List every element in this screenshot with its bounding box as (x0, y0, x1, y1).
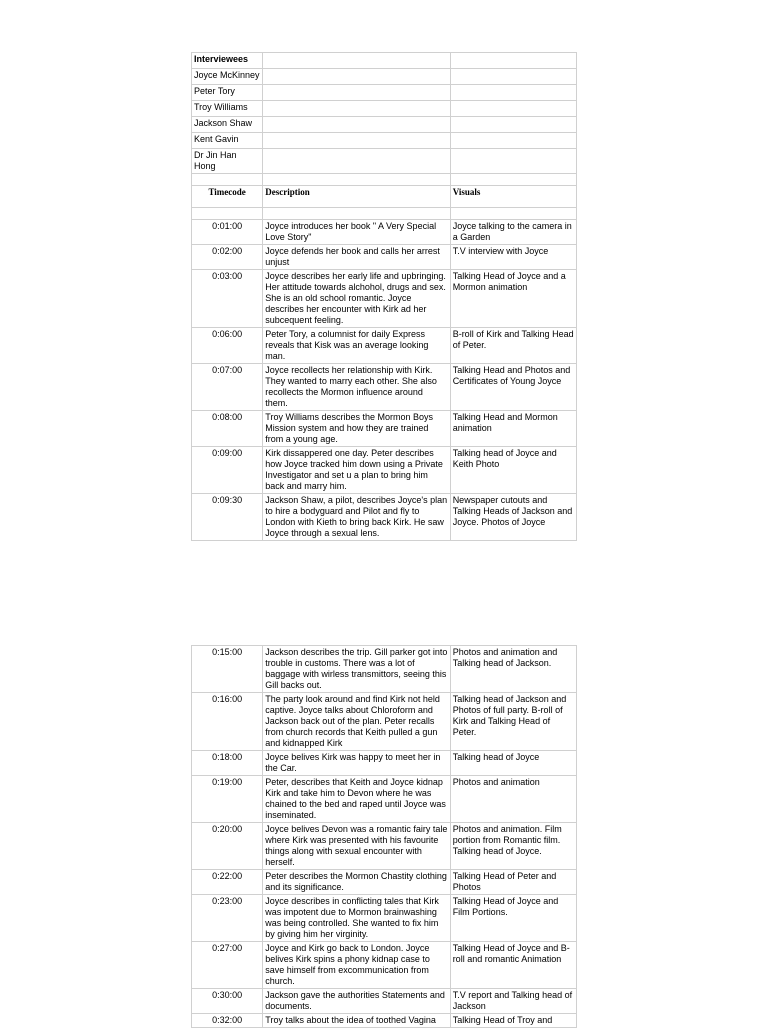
interviewees-heading-row (192, 53, 577, 69)
scene-row (192, 447, 577, 494)
empty-cell (450, 149, 576, 174)
description-cell: Joyce belives Kirk was happy to meet her in the Car. (263, 751, 450, 776)
timecode-header: Timecode (192, 186, 263, 208)
timecode-cell: 0:06:00 (192, 328, 263, 364)
scene-row (192, 245, 577, 270)
description-cell: The party look around and find Kirk not held captive. Joyce talks about Chloroform and Jackson back out of the plan. Peter recalls from church records that Keith pulled a gun and kidnapped Kirk (263, 693, 450, 751)
description-cell: Joyce belives Devon was a romantic fairy tale where Kirk was presented with his favourite things along with sexual encounter with herself. (263, 823, 450, 870)
empty-cell (450, 85, 576, 101)
empty-cell (192, 208, 263, 220)
visuals-cell: Talking head of Joyce (450, 751, 576, 776)
description-cell: Jackson gave the authorities Statements and documents. (263, 989, 450, 1014)
scene-row (192, 693, 577, 751)
timecode-cell: 0:16:00 (192, 693, 263, 751)
interviewee-row (192, 69, 577, 85)
timecode-cell: 0:22:00 (192, 870, 263, 895)
scene-row (192, 270, 577, 328)
visuals-cell: Talking head of Joyce and Keith Photo (450, 447, 576, 494)
description-cell: Peter describes the Mormon Chastity clothing and its significance. (263, 870, 450, 895)
visuals-cell: Joyce talking to the camera in a Garden (450, 220, 576, 245)
timecode-cell: 0:27:00 (192, 942, 263, 989)
empty-cell (263, 85, 450, 101)
interviewee-row (192, 149, 577, 174)
scene-row (192, 989, 577, 1014)
scene-row (192, 870, 577, 895)
scene-row (192, 1014, 577, 1028)
interviewee-name: Peter Tory (192, 85, 263, 101)
visuals-cell: Talking Head of Troy and (450, 1014, 576, 1028)
visuals-cell: Talking Head of Joyce and a Mormon animation (450, 270, 576, 328)
empty-cell (263, 53, 450, 69)
scene-row (192, 776, 577, 823)
script-table-page-1 (191, 52, 577, 541)
visuals-cell: T.V report and Talking head of Jackson (450, 989, 576, 1014)
scene-row (192, 364, 577, 411)
timecode-cell: 0:09:30 (192, 494, 263, 541)
description-cell: Joyce recollects her relationship with Kirk. They wanted to marry each other. She also recollects the Mormon influence around them. (263, 364, 450, 411)
interviewees-heading: Interviewees (192, 53, 263, 69)
timecode-cell: 0:23:00 (192, 895, 263, 942)
visuals-cell: Photos and animation and Talking head of Jackson. (450, 646, 576, 693)
interviewee-name: Troy Williams (192, 101, 263, 117)
timecode-cell: 0:03:00 (192, 270, 263, 328)
interviewee-row (192, 133, 577, 149)
visuals-cell: Photos and animation (450, 776, 576, 823)
description-cell: Peter Tory, a columnist for daily Express reveals that Kisk was an average looking man. (263, 328, 450, 364)
script-table-page-2 (191, 645, 577, 1028)
empty-cell (263, 101, 450, 117)
interviewee-name: Kent Gavin (192, 133, 263, 149)
empty-cell (263, 133, 450, 149)
description-cell: Peter, describes that Keith and Joyce kidnap Kirk and take him to Devon where he was chained to the bed and raped until Joyce was inseminated. (263, 776, 450, 823)
scene-row (192, 328, 577, 364)
interviewee-name: Jackson Shaw (192, 117, 263, 133)
empty-cell (450, 174, 576, 186)
description-cell: Joyce describes her early life and upbringing. Her attitude towards alchohol, drugs and sex. She is an old school romantic. Joyce describes her encounter with Kirk ad her subcequent feeling. (263, 270, 450, 328)
empty-cell (263, 69, 450, 85)
scene-row (192, 942, 577, 989)
spacer-row (192, 174, 577, 186)
visuals-cell: Talking Head of Peter and Photos (450, 870, 576, 895)
interviewee-name: Dr Jin Han Hong (192, 149, 263, 174)
empty-cell (450, 53, 576, 69)
spacer-row (192, 208, 577, 220)
timecode-cell: 0:07:00 (192, 364, 263, 411)
timecode-cell: 0:30:00 (192, 989, 263, 1014)
timecode-cell: 0:02:00 (192, 245, 263, 270)
empty-cell (450, 208, 576, 220)
interviewee-row (192, 85, 577, 101)
empty-cell (263, 149, 450, 174)
scene-row (192, 646, 577, 693)
scene-row (192, 494, 577, 541)
timecode-cell: 0:19:00 (192, 776, 263, 823)
visuals-header: Visuals (450, 186, 576, 208)
visuals-cell: T.V interview with Joyce (450, 245, 576, 270)
visuals-cell: Talking Head and Mormon animation (450, 411, 576, 447)
scene-row (192, 411, 577, 447)
interviewee-name: Joyce McKinney (192, 69, 263, 85)
timecode-cell: 0:15:00 (192, 646, 263, 693)
timecode-cell: 0:08:00 (192, 411, 263, 447)
scene-row (192, 220, 577, 245)
timecode-cell: 0:20:00 (192, 823, 263, 870)
description-cell: Troy Williams describes the Mormon Boys Mission system and how they are trained from a young age. (263, 411, 450, 447)
scene-row (192, 895, 577, 942)
description-cell: Jackson Shaw, a pilot, describes Joyce's plan to hire a bodyguard and Pilot and fly to London with Kieth to bring back Kirk. He saw Joyce through a sexual lens. (263, 494, 450, 541)
description-cell: Joyce describes in conflicting tales that Kirk was impotent due to Mormon brainwashing was being controlled. She wanted to fix him by giving him her virginity. (263, 895, 450, 942)
description-header: Description (263, 186, 450, 208)
timecode-cell: 0:18:00 (192, 751, 263, 776)
visuals-cell: Talking head of Jackson and Photos of full party. B-roll of Kirk and Talking Head of Peter. (450, 693, 576, 751)
empty-cell (450, 101, 576, 117)
empty-cell (450, 69, 576, 85)
timecode-cell: 0:09:00 (192, 447, 263, 494)
column-header-row (192, 186, 577, 208)
empty-cell (263, 208, 450, 220)
description-cell: Joyce and Kirk go back to London. Joyce belives Kirk spins a phony kidnap case to save himself from excommunication from church. (263, 942, 450, 989)
visuals-cell: Newspaper cutouts and Talking Heads of Jackson and Joyce. Photos of Joyce (450, 494, 576, 541)
visuals-cell: Talking Head of Joyce and B-roll and romantic Animation (450, 942, 576, 989)
description-cell: Joyce introduces her book " A Very Special Love Story" (263, 220, 450, 245)
visuals-cell: B-roll of Kirk and Talking Head of Peter. (450, 328, 576, 364)
visuals-cell: Photos and animation. Film portion from Romantic film. Talking head of Joyce. (450, 823, 576, 870)
empty-cell (263, 174, 450, 186)
empty-cell (450, 117, 576, 133)
description-cell: Troy talks about the idea of toothed Vagina (263, 1014, 450, 1028)
timecode-cell: 0:32:00 (192, 1014, 263, 1028)
empty-cell (450, 133, 576, 149)
interviewee-row (192, 101, 577, 117)
visuals-cell: Talking Head of Joyce and Film Portions. (450, 895, 576, 942)
empty-cell (192, 174, 263, 186)
visuals-cell: Talking Head and Photos and Certificates of Young Joyce (450, 364, 576, 411)
timecode-cell: 0:01:00 (192, 220, 263, 245)
description-cell: Joyce defends her book and calls her arrest unjust (263, 245, 450, 270)
interviewee-row (192, 117, 577, 133)
scene-row (192, 751, 577, 776)
description-cell: Kirk dissappered one day. Peter describes how Joyce tracked him down using a Private Investigator and set u a plan to bring him back and marry him. (263, 447, 450, 494)
scene-row (192, 823, 577, 870)
description-cell: Jackson describes the trip. Gill parker got into trouble in customs. There was a lot of baggage with wirless transmittors, seeing this Gill backs out. (263, 646, 450, 693)
empty-cell (263, 117, 450, 133)
